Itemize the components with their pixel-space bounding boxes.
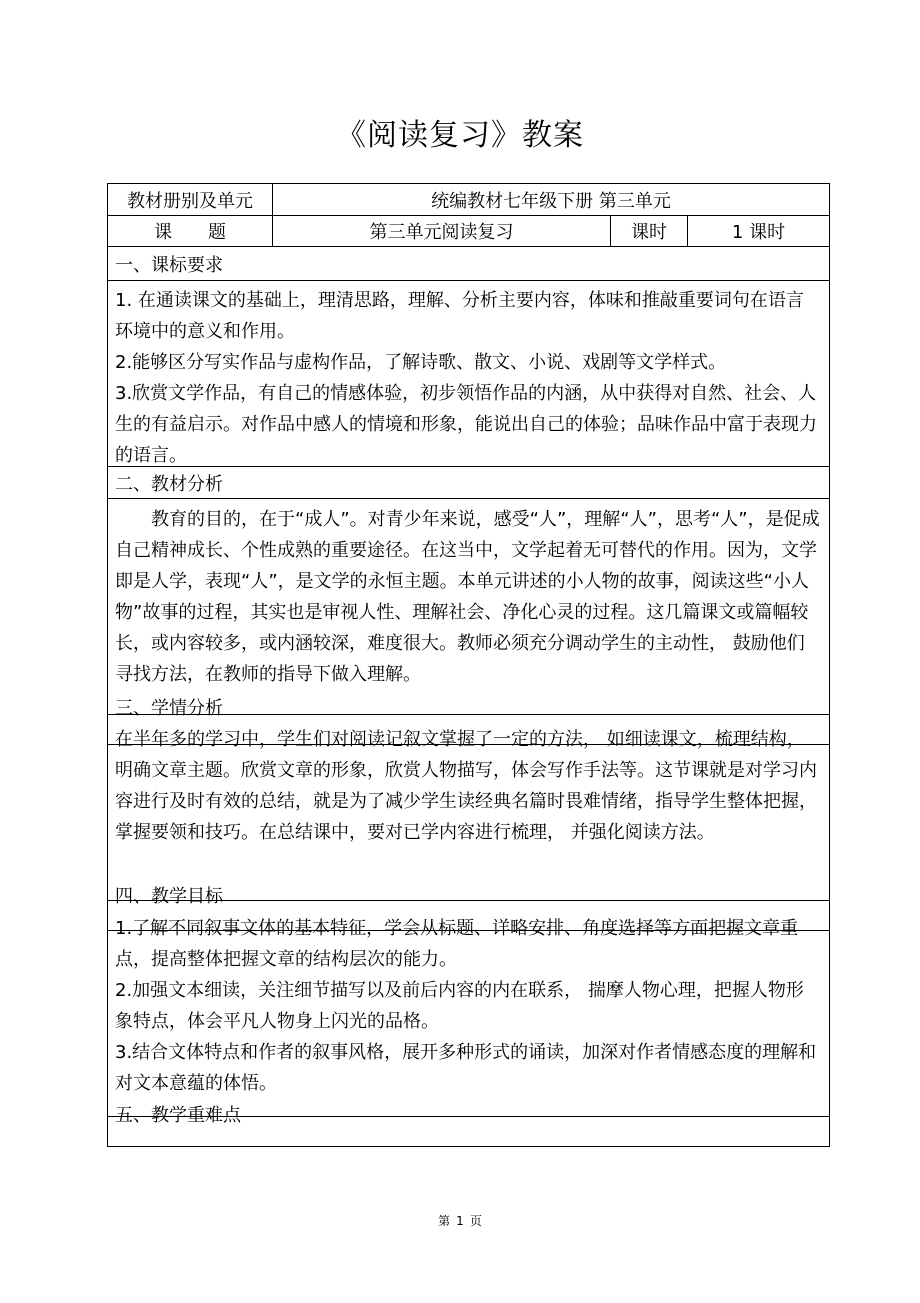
section-body-textbook-analysis xyxy=(115,504,821,690)
row-divider xyxy=(108,714,829,715)
paragraph: 在半年多的学习中，学生们对阅读记叙文掌握了一定的方法， 如细读课文，梳理结构，明确文章主题。欣赏文章的形象，欣赏人物描写，体会写作手法等。这节课就是对学习内容进行及时有效的总结，就是为了减少学生读经典名篇时畏难情绪，指导学生整体把握，掌握要领和技巧。在总结课中，要对已学内容进行梳理， 并强化阅读方法。 xyxy=(115,729,817,843)
paragraph: 3.结合文体特点和作者的叙事风格，展开多种形式的诵读，加深对作者情感态度的理解和对文本意蕴的体悟。 xyxy=(115,1042,817,1094)
document-title: 《阅读复习》教案 xyxy=(336,118,584,153)
topic-row xyxy=(108,216,829,246)
section-heading-textbook-analysis: 二、教材分析 xyxy=(115,474,223,495)
paragraph: 1. 在通读课文的基础上，理清思路，理解、分析主要内容，体味和推敲重要词句在语言环境中的意义和作用。 xyxy=(115,290,804,342)
row-divider xyxy=(108,246,829,247)
section-heading-curriculum: 一、课标要求 xyxy=(115,255,223,276)
row-divider xyxy=(108,744,829,745)
page-number: 1 xyxy=(456,1214,464,1228)
row-divider xyxy=(108,1116,829,1117)
section-body-student-analysis xyxy=(115,724,821,848)
paragraph: 2.加强文本细读，关注细节描写以及前后内容的内在联系， 揣摩人物心理，把握人物形象特点，体会平凡人物身上闪光的品格。 xyxy=(115,980,804,1032)
topic-label: 课 题 xyxy=(108,216,273,246)
textbook-label: 教材册别及单元 xyxy=(108,184,273,215)
section-heading-student-analysis: 三、学情分析 xyxy=(115,698,223,719)
paragraph: 教育的目的，在于“成人”。对青少年来说，感受“人”，理解“人”，思考“人”，是促成自己精神成长、个性成熟的重要途径。在这当中，文学起着无可替代的作用。因为，文学即是人学，表现“人”，是文学的永恒主题。本单元讲述的小人物的故事，阅读这些“小人物”故事的过程，其实也是审视人性、理解社会、净化心灵的过程。这几篇课文或篇幅较长，或内容较多，或内涵较深，难度很大。教师必须充分调动学生的主动性， 鼓励他们寻找方法，在教师的指导下做入理解。 xyxy=(115,509,820,685)
footer-prefix: 第 xyxy=(438,1214,451,1228)
hours-value: 1 课时 xyxy=(731,222,786,243)
row-divider xyxy=(108,498,829,499)
textbook-row xyxy=(108,184,829,215)
topic-value: 第三单元阅读复习 xyxy=(273,216,611,246)
paragraph: 3.欣赏文学作品，有自己的情感体验，初步领悟作品的内涵，从中获得对自然、社会、人生的有益启示。对作品中感人的情境和形象，能说出自己的体验；品味作品中富于表现力的语言。 xyxy=(115,383,817,466)
paragraph: 2.能够区分写实作品与虚构作品，了解诗歌、散文、小说、戏剧等文学样式。 xyxy=(115,352,727,373)
lesson-plan-table xyxy=(107,183,830,1147)
section-heading-key-points: 五、教学重难点 xyxy=(115,1105,241,1126)
section-body-teaching-goals xyxy=(115,913,821,1099)
textbook-value: 统编教材七年级下册 第三单元 xyxy=(431,190,671,212)
hours-label: 课时 xyxy=(611,216,688,246)
section-heading-teaching-goals: 四、教学目标 xyxy=(115,886,223,907)
paragraph: 1.了解不同叙事文体的基本特征，学会从标题、详略安排、角度选择等方面把握文章重点，提高整体把握文章的结构层次的能力。 xyxy=(115,918,799,970)
row-divider xyxy=(108,930,829,931)
row-divider xyxy=(108,466,829,467)
row-divider xyxy=(108,280,829,281)
page-footer xyxy=(0,1212,920,1229)
row-divider xyxy=(108,900,829,901)
section-body-curriculum xyxy=(115,285,821,471)
footer-suffix: 页 xyxy=(469,1214,482,1228)
